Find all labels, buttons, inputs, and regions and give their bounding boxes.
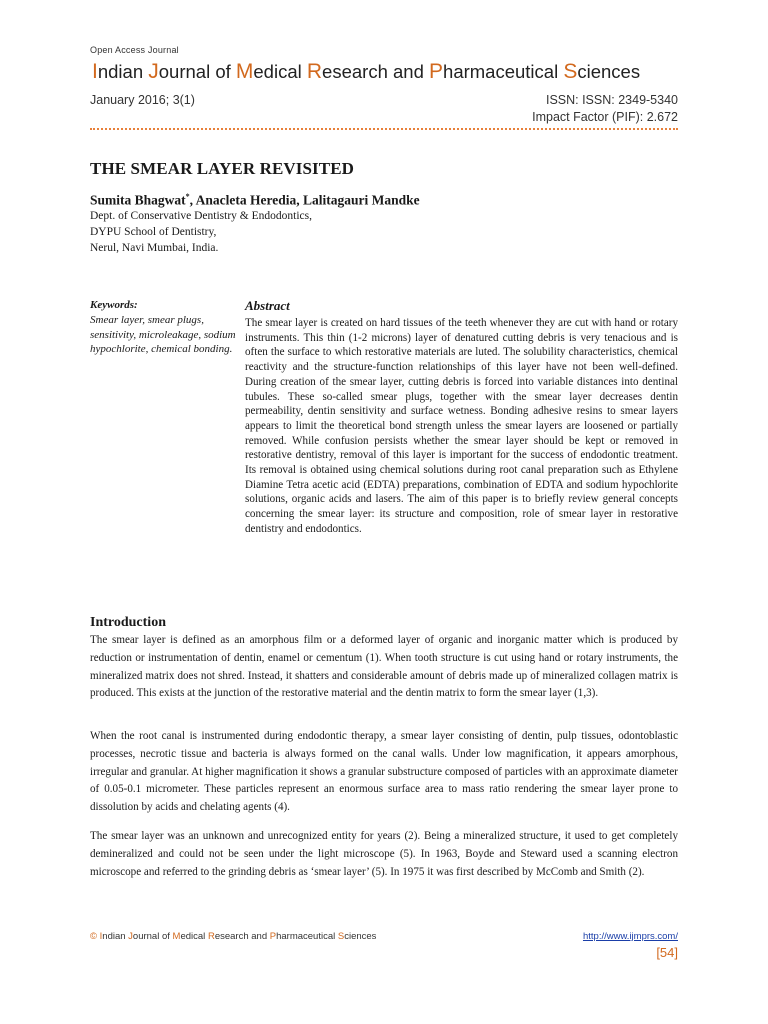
journal-name-part: esearch and (214, 931, 270, 942)
introduction-heading: Introduction (90, 615, 166, 630)
other-authors: , Anacleta Heredia, Lalitagauri Mandke (189, 192, 420, 208)
journal-name-part: harmaceutical (443, 61, 564, 82)
journal-name-part: I (99, 931, 103, 942)
affiliation-line: Dept. of Conservative Dentistry & Endodontics, (90, 210, 312, 222)
keywords-list: Smear layer, smear plugs, sensitivity, microleakage, sodium hypochlorite, chemical bonding. (90, 314, 236, 355)
impact-factor: Impact Factor (PIF): 2.672 (532, 110, 678, 124)
journal-name-part: ciences (577, 61, 641, 82)
journal-name-part: edical (180, 931, 208, 942)
corresponding-mark: * (185, 192, 190, 201)
page-number: [54] (656, 945, 678, 960)
journal-name-part: M (235, 60, 254, 83)
journal-name-part: S (563, 60, 578, 83)
journal-name-part: M (172, 931, 181, 942)
copyright-symbol: © (90, 931, 97, 942)
footer-journal (90, 931, 376, 942)
journal-name-part: P (269, 931, 277, 942)
journal-name-part: esearch and (322, 61, 430, 82)
journal-name-part: R (207, 931, 215, 942)
keywords-label: Keywords: (90, 299, 138, 311)
journal-name-part: I (92, 60, 98, 83)
body-paragraph: When the root canal is instrumented during endodontic therapy, a smear layer consisting of dentin, pulp tissues, odontoblastic processes, necrotic tissue and bacteria is always formed on the canal walls. Under low magnification, it appears amorphous, irregular and granular. At higher magnification it shows a granular substructure composed of particles with an approximate diameter of 0.05-0.1 micrometer. These particles represent an enormous surface area to mass ratio rendering the smear layer prone to dissolution by acids and chelating agents (4). (90, 730, 678, 814)
paper-title: THE SMEAR LAYER REVISITED (90, 159, 355, 178)
journal-name-part: P (429, 60, 444, 83)
journal-name-part: harmaceutical (276, 931, 338, 942)
body-paragraph: The smear layer is defined as an amorphous film or a deformed layer of organic and inorganic matter which is produced by reduction or instrumentation of dentin, enamel or cementum (1). When tooth structure is cut using hand or rotary instruments, the mineralized matrix does not shred. Instead, it shatters and considerable amount of debris made up of mineralized collagen matrix is produced. This exists at the junction of the restorative material and the dentin matrix to form the smear layer (1,3). (90, 634, 678, 700)
issn: ISSN: ISSN: 2349-5340 (545, 93, 678, 107)
journal-tag: Open Access Journal (90, 45, 179, 55)
journal-name-part: ournal of (132, 931, 173, 942)
abstract-label: Abstract (245, 298, 290, 313)
journal-website-link[interactable]: http://www.ijmprs.com/ (582, 931, 678, 942)
journal-name-part: ournal of (158, 61, 236, 82)
journal-name-part: ndian (102, 931, 129, 942)
authors (90, 192, 420, 209)
journal-name-part: R (306, 60, 323, 83)
issue-date: January 2016; 3(1) (90, 93, 195, 107)
body-paragraph: The smear layer was an unknown and unrecognized entity for years (2). Being a mineralized structure, it used to get completely demineralized and could not be seen under the light microscope (5). In 1963, Boyde and Steward used a scanning electron microscope and referred to the grinding debris as ‘smear layer’ (5). In 1975 it was first described by McComb and Smith (2). (90, 830, 678, 878)
journal-name-part: S (337, 931, 345, 942)
journal-name-part: ciences (344, 931, 377, 942)
header-divider (90, 128, 678, 130)
journal-name-part: ndian (97, 61, 149, 82)
footer-journal-name (100, 931, 377, 942)
first-author: Sumita Bhagwat (90, 192, 186, 208)
affiliation-line: Nerul, Navi Mumbai, India. (90, 242, 219, 254)
journal-name-part: J (128, 931, 133, 942)
journal-name-part: J (148, 60, 159, 83)
abstract-text: The smear layer is created on hard tissues of the teeth whenever they are cut with hand or rotary instruments. This thin (1-2 microns) layer of denatured cutting debris is very tenacious and is often the surface to which restorative materials are luted. The solubility characteristics, chemical reactivity and the structure-function relationships of this layer have not been well-defined. During creation of the smear layer, cutting debris is forced into variable distances into dentinal tubules. These so-called smear plugs, together with the smear layer decreases dentin permeability, dentin sensitivity and surface wetness. Bonding adhesive resins to smear layers appears to limit the theoretical bond strength unless the smear layers are loosened or partially removed. While confusion persists whether the smear layer should be kept or removed in restorative dentistry, removal of this layer is important for the success of endodontic treatment. Its removal is obtained using chemical solutions during root canal preparation such as Ethylene Diamine Tetra acetic acid (EDTA) preparations, combination of EDTA and sodium hypochlorite solutions, organic acids and lasers. The aim of this paper is to briefly review general concepts concerning the smear layer: its structure and composition, role of smear layer in restorative dentistry and endodontics. (245, 317, 678, 535)
affiliation-line: DYPU School of Dentistry, (90, 226, 217, 238)
journal-name (92, 60, 640, 84)
journal-name-part: edical (253, 61, 307, 82)
